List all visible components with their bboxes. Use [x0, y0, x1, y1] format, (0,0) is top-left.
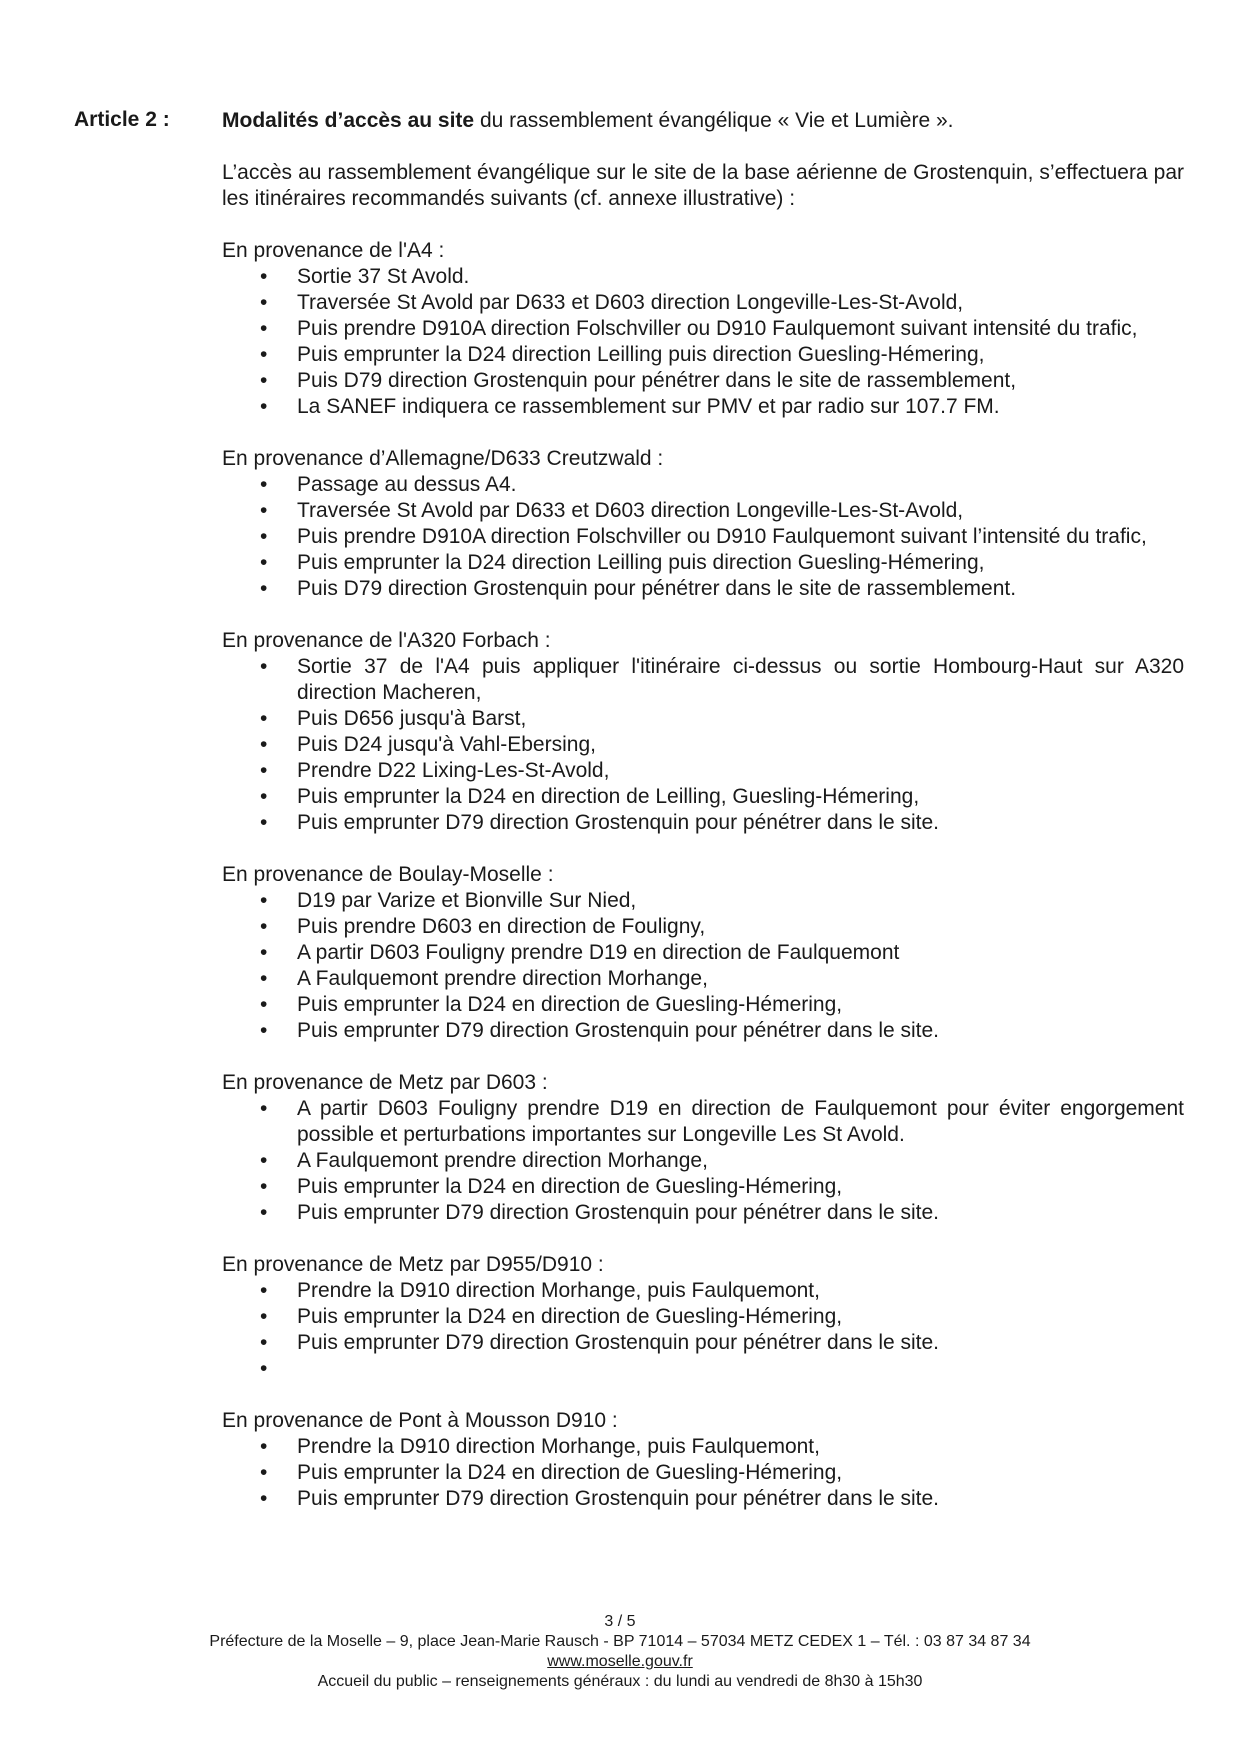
route-step — [222, 654, 1184, 706]
route-step-text: D19 par Varize et Bionville Sur Nied, — [297, 889, 637, 912]
route-step-text: Sortie 37 de l'A4 puis appliquer l'itinéraire ci-dessus ou sortie Hombourg-Haut sur A320 direction Macheren, — [297, 655, 1184, 704]
route-step-text: Puis emprunter la D24 en direction de Guesling-Hémering, — [297, 1175, 843, 1198]
route-step — [222, 1200, 1184, 1226]
route-step-text: A partir D603 Fouligny prendre D19 en direction de Faulquemont — [297, 941, 900, 964]
route-step-text: Puis emprunter la D24 en direction de Guesling-Hémering, — [297, 1305, 843, 1328]
route-step-text: Puis emprunter D79 direction Grostenquin pour pénétrer dans le site. — [297, 1201, 940, 1224]
bullet-icon: • — [260, 733, 268, 756]
bullet-icon: • — [260, 473, 268, 496]
route-step — [222, 1460, 1184, 1486]
bullet-icon: • — [260, 1461, 268, 1484]
route-step — [222, 914, 1184, 940]
route-step-text: Passage au dessus A4. — [297, 473, 517, 496]
route-step — [222, 1174, 1184, 1200]
bullet-icon: • — [260, 655, 268, 678]
bullet-icon: • — [260, 941, 268, 964]
route-step-text: A Faulquemont prendre direction Morhange, — [297, 967, 708, 990]
route-step-text: Puis prendre D910A direction Folschviller ou D910 Faulquemont suivant intensité du trafic, — [297, 317, 1138, 340]
bullet-icon: • — [260, 499, 268, 522]
bullet-icon: • — [260, 1357, 268, 1380]
bullet-icon: • — [260, 369, 268, 392]
route-step-text: Puis prendre D910A direction Folschviller ou D910 Faulquemont suivant l’intensité du trafic, — [297, 525, 1147, 548]
route-step — [222, 706, 1184, 732]
route-step — [222, 1148, 1184, 1174]
itinerary-section — [222, 1070, 1184, 1226]
itinerary-section — [222, 1252, 1184, 1382]
bullet-icon: • — [260, 265, 268, 288]
route-step — [222, 394, 1184, 420]
route-list — [222, 472, 1184, 602]
itinerary-section — [222, 628, 1184, 836]
itinerary-section — [222, 446, 1184, 602]
bullet-icon: • — [260, 889, 268, 912]
footer-hours: Accueil du public – renseignements généraux : du lundi au vendredi de 8h30 à 15h30 — [317, 1673, 923, 1690]
route-step-text: Sortie 37 St Avold. — [297, 265, 470, 288]
route-step-text: Puis emprunter la D24 en direction de Guesling-Hémering, — [297, 993, 843, 1016]
route-list — [222, 1096, 1184, 1226]
bullet-icon: • — [260, 1435, 268, 1458]
route-step — [222, 784, 1184, 810]
bullet-icon: • — [260, 291, 268, 314]
itinerary-section — [222, 1408, 1184, 1512]
route-step — [222, 498, 1184, 524]
route-step-text: Puis emprunter la D24 en direction de Leilling, Guesling-Hémering, — [297, 785, 920, 808]
route-step — [222, 264, 1184, 290]
section-title: En provenance de l'A320 Forbach : — [222, 629, 551, 652]
route-step — [222, 1304, 1184, 1330]
bullet-icon: • — [260, 1331, 268, 1354]
footer-address: Préfecture de la Moselle – 9, place Jean-Marie Rausch - BP 71014 – 57034 METZ CEDEX 1 – Tél. : 03 87 34 87 34 — [209, 1633, 1031, 1650]
route-step — [222, 1330, 1184, 1356]
route-step-text: Traversée St Avold par D633 et D603 direction Longeville-Les-St-Avold, — [297, 291, 964, 314]
itinerary-section — [222, 862, 1184, 1044]
bullet-icon: • — [260, 317, 268, 340]
route-step-text: Puis prendre D603 en direction de Fouligny, — [297, 915, 706, 938]
bullet-icon: • — [260, 577, 268, 600]
route-step — [222, 342, 1184, 368]
section-title: En provenance d’Allemagne/D633 Creutzwald : — [222, 447, 664, 470]
route-list — [222, 1434, 1184, 1512]
route-step-text: Puis D79 direction Grostenquin pour pénétrer dans le site de rassemblement. — [297, 577, 1017, 600]
route-step — [222, 732, 1184, 758]
bullet-icon: • — [260, 1097, 268, 1120]
route-step-text: Puis emprunter D79 direction Grostenquin pour pénétrer dans le site. — [297, 811, 940, 834]
route-step — [222, 940, 1184, 966]
bullet-icon: • — [260, 759, 268, 782]
section-title: En provenance de l'A4 : — [222, 239, 445, 262]
bullet-icon: • — [260, 1149, 268, 1172]
page-footer — [0, 1612, 1240, 1692]
route-step-text: Traversée St Avold par D633 et D603 direction Longeville-Les-St-Avold, — [297, 499, 964, 522]
route-list — [222, 1278, 1184, 1382]
section-title: En provenance de Metz par D603 : — [222, 1071, 548, 1094]
route-list — [222, 888, 1184, 1044]
bullet-icon: • — [260, 1201, 268, 1224]
route-list — [222, 654, 1184, 836]
bullet-icon: • — [260, 707, 268, 730]
article-heading — [222, 108, 1184, 134]
route-step — [222, 966, 1184, 992]
footer-website-link[interactable]: www.moselle.gouv.fr — [547, 1653, 693, 1670]
route-step-text: Puis emprunter D79 direction Grostenquin pour pénétrer dans le site. — [297, 1331, 940, 1354]
route-step — [222, 472, 1184, 498]
bullet-icon: • — [260, 343, 268, 366]
route-step-text: A partir D603 Fouligny prendre D19 en direction de Faulquemont pour éviter engorgement possible et perturbations importantes sur Longeville Les St Avold. — [297, 1097, 1184, 1146]
route-step-text: Puis D656 jusqu'à Barst, — [297, 707, 527, 730]
section-title: En provenance de Metz par D955/D910 : — [222, 1253, 604, 1276]
bullet-icon: • — [260, 1279, 268, 1302]
bullet-icon: • — [260, 1019, 268, 1042]
section-title: En provenance de Boulay-Moselle : — [222, 863, 554, 886]
route-step — [222, 1096, 1184, 1148]
route-step — [222, 758, 1184, 784]
route-step-text: Puis D79 direction Grostenquin pour pénétrer dans le site de rassemblement, — [297, 369, 1017, 392]
bullet-icon: • — [260, 1175, 268, 1198]
route-step-text: Puis emprunter la D24 en direction de Guesling-Hémering, — [297, 1461, 843, 1484]
itinerary-section — [222, 238, 1184, 420]
route-step-text: Puis emprunter D79 direction Grostenquin pour pénétrer dans le site. — [297, 1019, 940, 1042]
bullet-icon: • — [260, 1487, 268, 1510]
route-step — [222, 1486, 1184, 1512]
article-heading-bold: Modalités d’accès au site — [222, 109, 475, 132]
route-step — [222, 576, 1184, 602]
route-step — [222, 550, 1184, 576]
route-step — [222, 290, 1184, 316]
route-step-text: A Faulquemont prendre direction Morhange, — [297, 1149, 708, 1172]
route-step-text: Prendre la D910 direction Morhange, puis Faulquemont, — [297, 1435, 820, 1458]
article-heading-rest: du rassemblement évangélique « Vie et Lumière ». — [474, 109, 954, 132]
section-title: En provenance de Pont à Mousson D910 : — [222, 1409, 618, 1432]
bullet-icon: • — [260, 395, 268, 418]
route-step-text: La SANEF indiquera ce rassemblement sur PMV et par radio sur 107.7 FM. — [297, 395, 1000, 418]
bullet-icon: • — [260, 525, 268, 548]
route-step-text: Puis D24 jusqu'à Vahl-Ebersing, — [297, 733, 596, 756]
article-content — [222, 108, 1184, 1538]
bullet-icon: • — [260, 811, 268, 834]
route-step-text: Prendre D22 Lixing-Les-St-Avold, — [297, 759, 610, 782]
route-step-text: Puis emprunter D79 direction Grostenquin pour pénétrer dans le site. — [297, 1487, 940, 1510]
route-step — [222, 1356, 1184, 1382]
bullet-icon: • — [260, 1305, 268, 1328]
bullet-icon: • — [260, 551, 268, 574]
route-step-text: Prendre la D910 direction Morhange, puis Faulquemont, — [297, 1279, 820, 1302]
bullet-icon: • — [260, 993, 268, 1016]
bullet-icon: • — [260, 967, 268, 990]
article-intro: L’accès au rassemblement évangélique sur le site de la base aérienne de Grostenquin, s’effectuera par les itinéraires recommandés suivants (cf. annexe illustrative) : — [222, 161, 1184, 210]
route-step — [222, 992, 1184, 1018]
route-step — [222, 368, 1184, 394]
route-step-text: Puis emprunter la D24 direction Leilling puis direction Guesling-Hémering, — [297, 551, 985, 574]
article-label: Article 2 : — [74, 108, 170, 131]
route-list — [222, 264, 1184, 420]
route-step — [222, 524, 1184, 550]
route-step — [222, 316, 1184, 342]
route-step — [222, 888, 1184, 914]
route-step — [222, 1278, 1184, 1304]
route-step-text: Puis emprunter la D24 direction Leilling puis direction Guesling-Hémering, — [297, 343, 985, 366]
route-step — [222, 810, 1184, 836]
bullet-icon: • — [260, 915, 268, 938]
route-step — [222, 1018, 1184, 1044]
bullet-icon: • — [260, 785, 268, 808]
page-number: 3 / 5 — [604, 1613, 636, 1630]
itinerary-sections — [222, 238, 1184, 1512]
route-step — [222, 1434, 1184, 1460]
